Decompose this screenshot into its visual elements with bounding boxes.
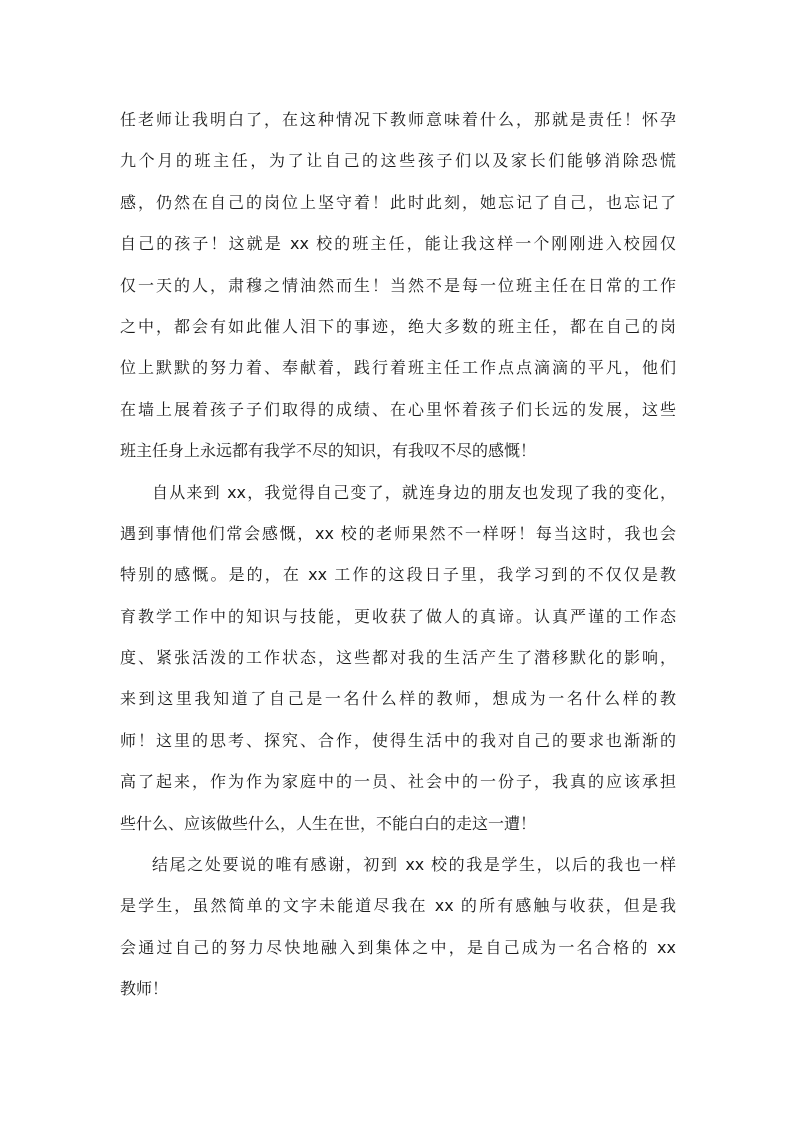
text-line: 九个月的班主任，为了让自己的这些孩子们以及家长们能够消除恐慌: [120, 151, 676, 171]
text-line: 是学生，虽然简单的文字未能道尽我在 xx 的所有感触与收获，但是我: [120, 896, 676, 916]
text-line: 来到这里我知道了自己是一名什么样的教师，想成为一名什么样的教: [120, 689, 676, 709]
text-line: 在墙上展着孩子子们取得的成绩、在心里怀着孩子们长远的发展，这些: [120, 399, 676, 419]
text-line: 班主任身上永远都有我学不尽的知识，有我叹不尽的感慨！: [120, 441, 537, 461]
text-line: 自从来到 xx，我觉得自己变了，就连身边的朋友也发现了我的变化，: [152, 482, 676, 502]
text-line: 教师！: [120, 979, 169, 999]
text-line: 任老师让我明白了，在这种情况下教师意味着什么，那就是责任！怀孕: [120, 110, 676, 129]
text-line: 自己的孩子！这就是 xx 校的班主任，能让我这样一个刚刚进入校园仅: [120, 234, 676, 254]
text-line: 育教学工作中的知识与技能，更收获了做人的真谛。认真严谨的工作态: [120, 606, 676, 626]
paragraph-2: [120, 472, 676, 845]
text-line: 特别的感慨。是的，在 xx 工作的这段日子里，我学习到的不仅仅是教: [120, 565, 676, 585]
text-line: 度、紧张活泼的工作状态，这些都对我的生活产生了潜移默化的影响，: [120, 648, 676, 668]
document-body: [120, 99, 676, 1010]
text-line: 仅一天的人，肃穆之情油然而生！当然不是每一位班主任在日常的工作: [120, 275, 676, 295]
text-line: 感，仍然在自己的岗位上坚守着！此时此刻，她忘记了自己，也忘记了: [120, 192, 676, 212]
text-line: 会通过自己的努力尽快地融入到集体之中，是自己成为一名合格的 xx: [120, 937, 676, 957]
text-line: 之中，都会有如此催人泪下的事迹，绝大多数的班主任，都在自己的岗: [120, 316, 676, 336]
paragraph-1: [120, 99, 676, 472]
paragraph-3: [120, 844, 676, 1010]
text-line: 遇到事情他们常会感慨，xx 校的老师果然不一样呀！每当这时，我也会: [120, 523, 676, 543]
text-line: 师！这里的思考、探究、合作，使得生活中的我对自己的要求也渐渐的: [120, 730, 676, 750]
text-line: 位上默默的努力着、奉献着，践行着班主任工作点点滴滴的平凡，他们: [120, 358, 676, 378]
text-line: 结尾之处要说的唯有感谢，初到 xx 校的我是学生，以后的我也一样: [152, 855, 676, 875]
text-line: 高了起来，作为作为家庭中的一员、社会中的一份子，我真的应该承担: [120, 772, 676, 792]
text-line: 些什么、应该做些什么，人生在世，不能白白的走这一遭！: [120, 813, 537, 833]
